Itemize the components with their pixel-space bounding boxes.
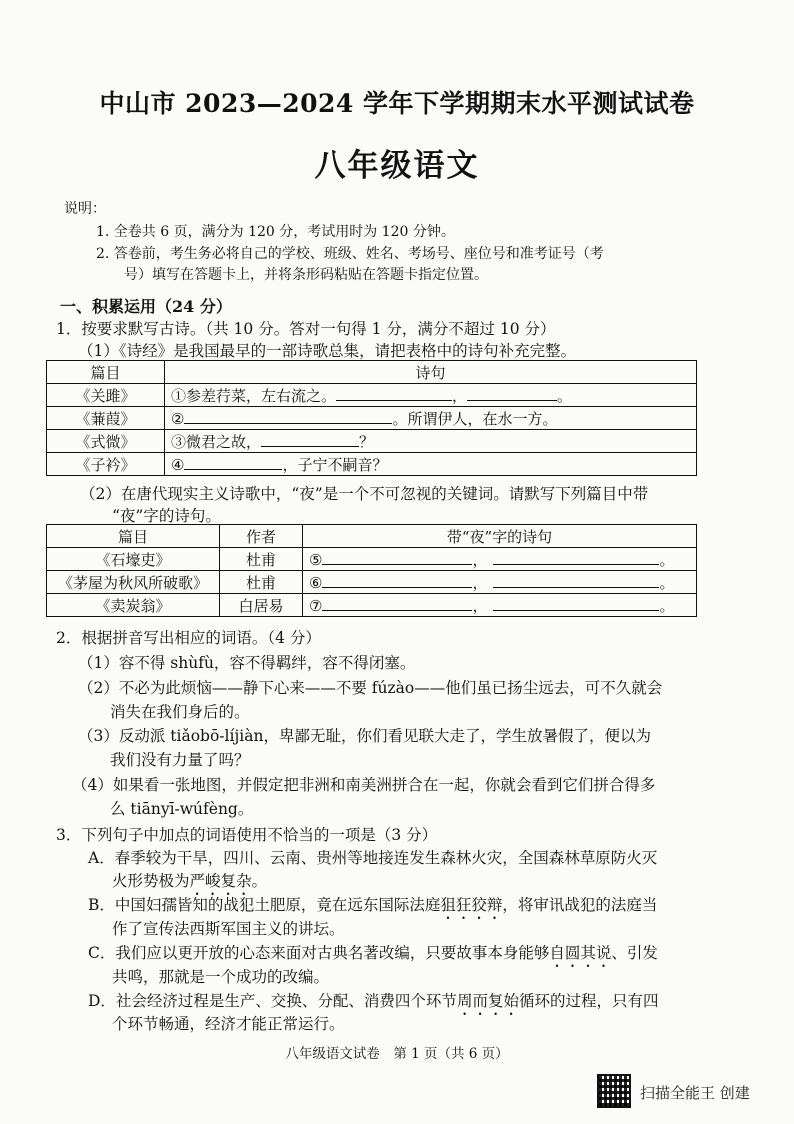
answer-blank[interactable]	[493, 550, 659, 565]
table1-header-title: 篇目	[47, 361, 165, 384]
option-text: ，将审讯战犯的法庭当	[502, 896, 658, 914]
option-d-line-2: 个环节畅通，经济才能正常运行。	[112, 1015, 345, 1033]
verse-number: ④	[171, 455, 185, 474]
table1-row4-verse	[165, 453, 697, 476]
instruction-item-2-line-2: 号）填写在答题卡上，并将条形码粘贴在答题卡指定位置。	[124, 267, 488, 283]
option-b-line-2: 作了宣传法西斯军国主义的讲坛。	[112, 920, 345, 938]
table2-row2-author: 杜甫	[220, 571, 303, 594]
question-2-item-2-line-2: 消失在我们身后的。	[110, 703, 250, 721]
table1-row1-verse	[165, 384, 697, 407]
table-row	[47, 571, 697, 594]
instruction-item-1: 1. 全卷共 6 页，满分为 120 分，考试用时为 120 分钟。	[96, 224, 455, 240]
verse-text: ①参差荇菜，左右流之。	[171, 386, 337, 405]
verse-period: 。	[557, 386, 573, 405]
table-row	[47, 453, 697, 476]
question-1: 1．按要求默写古诗。（共 10 分。答对一句得 1 分，满分不超过 10 分）	[56, 320, 556, 338]
verse-comma: ，	[472, 596, 488, 615]
scanner-watermark: 扫描全能王 创建	[640, 1084, 750, 1102]
table2-header-author: 作者	[220, 525, 303, 548]
verse-number: ⑥	[309, 573, 323, 592]
poem-table-2	[46, 524, 697, 617]
instructions-label: 说明：	[64, 201, 106, 217]
answer-blank[interactable]	[322, 596, 472, 611]
question-2-item-3-line-2: 我们没有力量了吗？	[110, 751, 250, 769]
table1-row3-verse	[165, 430, 697, 453]
answer-blank[interactable]	[184, 409, 276, 424]
dotted-term: 自圆其说	[549, 944, 612, 962]
poem-table-1	[46, 360, 697, 476]
table1-row4-title: 《子衿》	[47, 453, 165, 476]
dotted-term: 周而复始	[456, 992, 519, 1010]
option-c-line-2: 共鸣，那就是一个成功的改编。	[112, 968, 330, 986]
table1-row2-verse	[165, 407, 697, 430]
table-row	[47, 430, 697, 453]
answer-blank[interactable]	[322, 573, 472, 588]
table2-row3-verse	[303, 594, 697, 617]
table1-row1-title: 《关雎》	[47, 384, 165, 407]
section-heading: 一、积累运用（24 分）	[60, 297, 232, 316]
answer-blank[interactable]	[493, 573, 659, 588]
option-text: 循环的过程，只有四	[518, 992, 659, 1010]
instruction-item-2-line-1: 2. 答卷前，考生务必将自己的学校、班级、姓名、考场号、座位号和准考证号（考	[96, 246, 604, 262]
table2-row1-title: 《石壕吏》	[47, 548, 220, 571]
answer-blank[interactable]	[493, 596, 659, 611]
table2-row1-author: 杜甫	[220, 548, 303, 571]
table1-row2-title: 《蒹葭》	[47, 407, 165, 430]
verse-text: 。所谓伊人，在水一方。	[392, 409, 558, 428]
verse-comma: ，	[472, 573, 488, 592]
answer-blank[interactable]	[336, 386, 452, 401]
table2-row3-title: 《卖炭翁》	[47, 594, 220, 617]
answer-blank[interactable]	[184, 455, 282, 470]
table2-row3-author: 白居易	[220, 594, 303, 617]
option-text: C．我们应以更开放的心态来面对古典名著改编，只要故事本身能够	[88, 944, 550, 962]
option-text: B．中国妇孺皆知的战犯土肥原，竟在远东国际法庭	[88, 896, 441, 914]
question-2-item-1: （1）容不得 shùfù，容不得羁绊，容不得闭塞。	[78, 654, 416, 672]
table2-row2-verse	[303, 571, 697, 594]
answer-blank[interactable]	[322, 550, 472, 565]
table-row	[47, 384, 697, 407]
verse-comma: ，	[472, 550, 488, 569]
table2-header-verse: 带“夜”字的诗句	[303, 525, 697, 548]
question-2-item-3-line-1: （3）反动派 tiǎobō-líjiàn，卑鄙无耻，你们看见联大走了，学生放暑假了，便以为	[78, 727, 651, 745]
qr-code-icon	[597, 1074, 631, 1108]
option-text: D．社会经济过程是生产、交换、分配、消费四个环节	[88, 992, 457, 1010]
dotted-term: 严峻复杂	[189, 872, 252, 890]
option-a-line-1: A．春季较为干旱，四川、云南、贵州等地接连发生森林火灾，全国森林草原防火灭	[88, 849, 658, 867]
verse-text: ，子宁不嗣音？	[282, 455, 388, 474]
answer-blank[interactable]	[467, 386, 557, 401]
table2-row2-title: 《茅屋为秋风所破歌》	[47, 571, 220, 594]
table1-header-verse: 诗句	[165, 361, 697, 384]
verse-period: 。	[659, 596, 675, 615]
verse-text: ③微君之故，	[171, 432, 262, 451]
question-1-part-2-line-1: （2）在唐代现实主义诗歌中，“夜”是一个不可忽视的关键词。请默写下列篇目中带	[80, 485, 649, 503]
table2-header-title: 篇目	[47, 525, 220, 548]
verse-period: 。	[659, 550, 675, 569]
verse-comma: ，	[452, 386, 468, 405]
answer-blank[interactable]	[276, 409, 392, 424]
question-1-part-1: （1）《诗经》是我国最早的一部诗歌总集，请把表格中的诗句补充完整。	[78, 342, 577, 360]
verse-period: 。	[659, 573, 675, 592]
verse-number: ⑤	[309, 550, 323, 569]
verse-mark: ？	[359, 432, 375, 451]
dotted-term: 狙狂狡辩	[440, 896, 503, 914]
page-footer: 八年级语文试卷 第 1 页（共 6 页）	[285, 1046, 509, 1062]
question-2-item-4-line-1: （4）如果看一张地图，并假定把非洲和南美洲拼合在一起，你就会看到它们拼合得多	[72, 776, 656, 794]
exam-subtitle: 八年级语文	[314, 148, 480, 184]
question-2: 2．根据拼音写出相应的词语。（4 分）	[56, 629, 321, 647]
table-row	[47, 407, 697, 430]
answer-blank[interactable]	[261, 432, 359, 447]
question-3: 3．下列句子中加点的词语使用不恰当的一项是（3 分）	[56, 826, 438, 844]
table1-row3-title: 《式微》	[47, 430, 165, 453]
option-text: 、引发	[611, 944, 658, 962]
table-row	[47, 594, 697, 617]
question-2-item-4-line-2: 么 tiānyī-wúfèng。	[110, 800, 254, 818]
verse-number: ⑦	[309, 596, 323, 615]
verse-number: ②	[171, 409, 185, 428]
question-1-part-2-line-2: “夜”字的诗句。	[112, 507, 221, 525]
table2-row1-verse	[303, 548, 697, 571]
option-text: 火形势极为	[112, 872, 190, 890]
exam-title: 中山市 2023—2024 学年下学期期末水平测试试卷	[99, 89, 695, 118]
option-text: 。	[251, 872, 268, 890]
question-2-item-2-line-1: （2）不必为此烦恼——静下心来——不要 fúzào——他们虽已扬尘远去，可不久就会	[78, 679, 663, 697]
table-row	[47, 548, 697, 571]
